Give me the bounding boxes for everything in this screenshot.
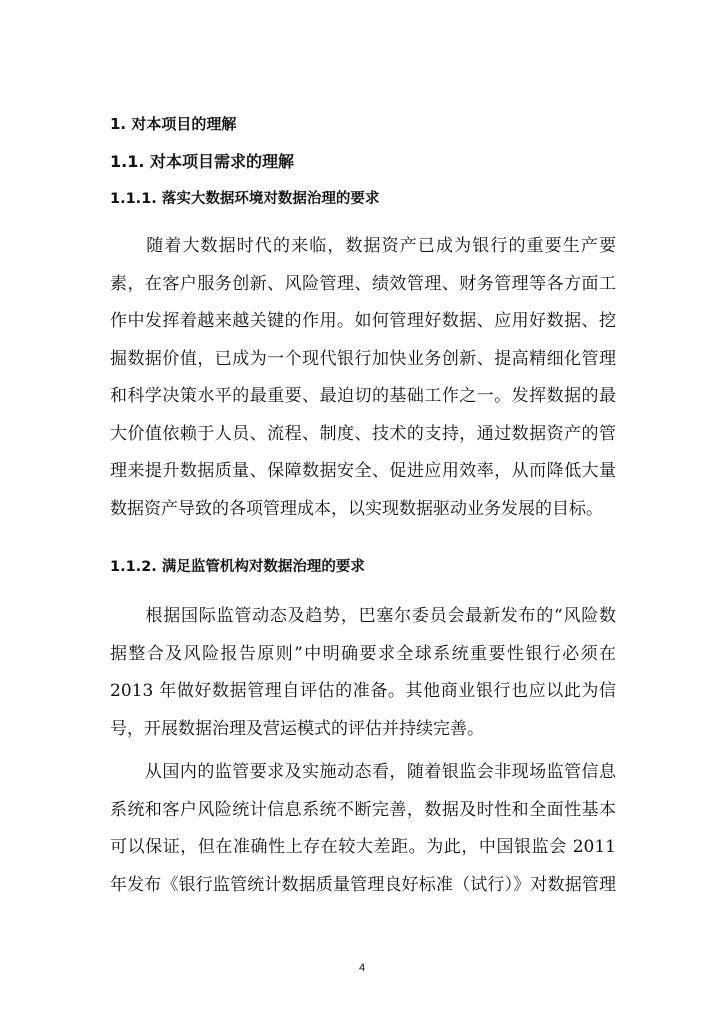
text-line: 可以保证，但在准确性上存在较大差距。为此，中国银监会 2011 (110, 837, 616, 857)
text-line: 随着大数据时代的来临，数据资产已成为银行的重要生产要 (110, 236, 616, 256)
text-line: 号，开展数据治理及营运模式的评估并持续完善。 (110, 718, 484, 739)
heading-1-1-2: 1.1.2. 满足监管机构对数据治理的要求 (110, 559, 365, 575)
paragraph-big-data (110, 228, 616, 528)
text-line: 素，在客户服务创新、风险管理、绩效管理、财务管理等各方面工 (110, 273, 616, 294)
paragraph-basel (110, 598, 616, 748)
text-line: 从国内的监管要求及实施动态看，随着银监会非现场监管信息 (110, 762, 616, 782)
text-line: 作中发挥着越来越关键的作用。如何管理好数据、应用好数据、挖 (110, 311, 616, 331)
text-line: 和科学决策水平的最重要、最迫切的基础工作之一。发挥数据的最 (110, 386, 616, 406)
text-line: 系统和客户风险统计信息系统不断完善，数据及时性和全面性基本 (110, 799, 616, 820)
heading-1: 1. 对本项目的理解 (110, 115, 237, 133)
text-line: 大价值依赖于人员、流程、制度、技术的支持，通过数据资产的管 (110, 423, 616, 444)
text-line: 年发布《银行监管统计数据质量管理良好标准（试行）》对数据管理 (110, 874, 616, 895)
heading-1-1-1: 1.1.1. 落实大数据环境对数据治理的要求 (110, 191, 380, 207)
page-number: 4 (358, 962, 366, 974)
heading-1-1: 1.1. 对本项目需求的理解 (110, 152, 294, 171)
text-line: 掘数据价值，已成为一个现代银行加快业务创新、提高精细化管理 (110, 348, 616, 369)
text-line: 理来提升数据质量、保障数据安全、促进应用效率，从而降低大量 (110, 461, 616, 481)
text-line: 数据资产导致的各项管理成本，以实现数据驱动业务发展的目标。 (110, 498, 603, 519)
text-line: 根据国际监管动态及趋势，巴塞尔委员会最新发布的“风险数 (110, 606, 616, 626)
text-line: 2013 年做好数据管理自评估的准备。其他商业银行也应以此为信 (110, 681, 616, 701)
paragraph-domestic-regulation (110, 754, 616, 904)
text-line: 据整合及风险报告原则”中明确要求全球系统重要性银行必须在 (110, 643, 616, 664)
